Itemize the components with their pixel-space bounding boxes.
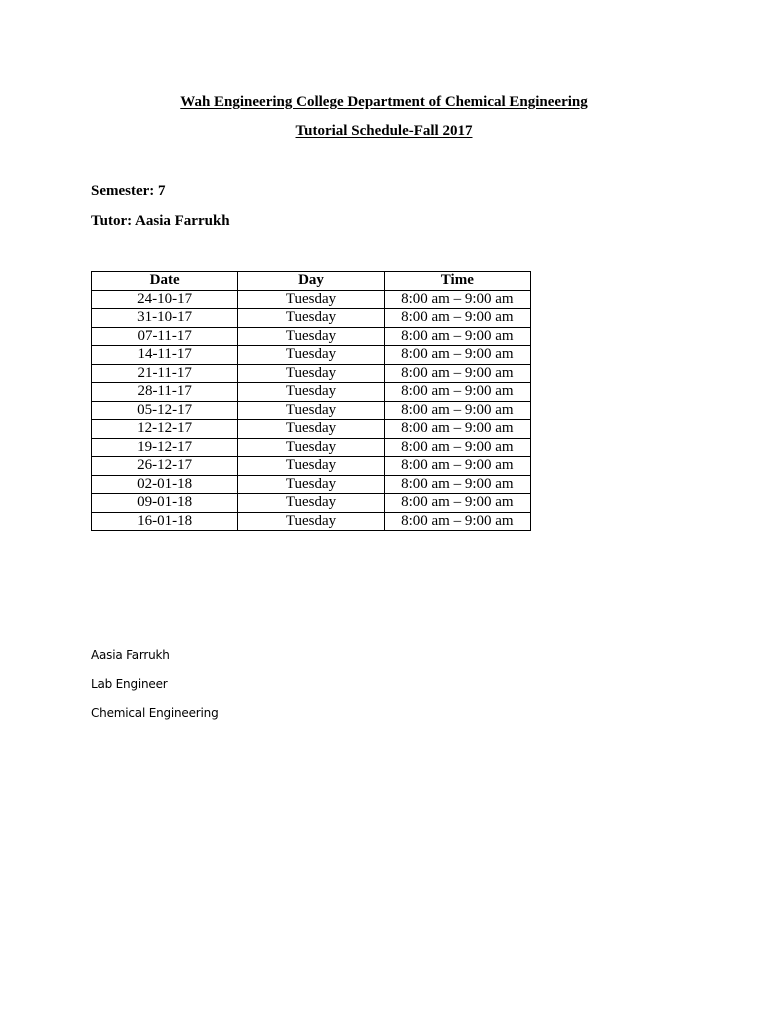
time-cell: 8:00 am – 9:00 am: [384, 420, 530, 439]
table-row: [92, 420, 531, 439]
date-cell: 02-01-18: [92, 475, 238, 494]
table-row: [92, 327, 531, 346]
day-cell: Tuesday: [238, 364, 384, 383]
table-row: [92, 346, 531, 365]
time-cell: 8:00 am – 9:00 am: [384, 512, 530, 531]
tutor-label: Tutor: Aasia Farrukh: [91, 213, 230, 229]
signature-name: Aasia Farrukh: [91, 648, 170, 662]
table-row: [92, 290, 531, 309]
date-cell: 31-10-17: [92, 309, 238, 328]
table-row: [92, 401, 531, 420]
date-cell: 19-12-17: [92, 438, 238, 457]
time-cell: 8:00 am – 9:00 am: [384, 494, 530, 513]
column-header-time: Time: [384, 272, 530, 291]
day-cell: Tuesday: [238, 290, 384, 309]
day-cell: Tuesday: [238, 438, 384, 457]
table-row: [92, 457, 531, 476]
day-cell: Tuesday: [238, 346, 384, 365]
table-row: [92, 475, 531, 494]
date-cell: 26-12-17: [92, 457, 238, 476]
time-cell: 8:00 am – 9:00 am: [384, 290, 530, 309]
date-cell: 07-11-17: [92, 327, 238, 346]
day-cell: Tuesday: [238, 512, 384, 531]
time-cell: 8:00 am – 9:00 am: [384, 475, 530, 494]
date-cell: 16-01-18: [92, 512, 238, 531]
document-title: Wah Engineering College Department of Chemical Engineering: [180, 94, 588, 110]
table-row: [92, 364, 531, 383]
table-row: [92, 494, 531, 513]
date-cell: 09-01-18: [92, 494, 238, 513]
time-cell: 8:00 am – 9:00 am: [384, 438, 530, 457]
signature-department: Chemical Engineering: [91, 706, 219, 720]
time-cell: 8:00 am – 9:00 am: [384, 383, 530, 402]
schedule-table: [91, 271, 531, 531]
day-cell: Tuesday: [238, 457, 384, 476]
day-cell: Tuesday: [238, 420, 384, 439]
column-header-date: Date: [92, 272, 238, 291]
date-cell: 14-11-17: [92, 346, 238, 365]
table-row: [92, 438, 531, 457]
date-cell: 24-10-17: [92, 290, 238, 309]
semester-label: Semester: 7: [91, 183, 166, 199]
time-cell: 8:00 am – 9:00 am: [384, 309, 530, 328]
date-cell: 21-11-17: [92, 364, 238, 383]
time-cell: 8:00 am – 9:00 am: [384, 327, 530, 346]
column-header-day: Day: [238, 272, 384, 291]
date-cell: 12-12-17: [92, 420, 238, 439]
date-cell: 05-12-17: [92, 401, 238, 420]
day-cell: Tuesday: [238, 383, 384, 402]
document-subtitle: Tutorial Schedule-Fall 2017: [295, 123, 473, 139]
date-cell: 28-11-17: [92, 383, 238, 402]
signature-role: Lab Engineer: [91, 677, 168, 691]
table-row: [92, 512, 531, 531]
day-cell: Tuesday: [238, 475, 384, 494]
day-cell: Tuesday: [238, 401, 384, 420]
day-cell: Tuesday: [238, 309, 384, 328]
day-cell: Tuesday: [238, 494, 384, 513]
time-cell: 8:00 am – 9:00 am: [384, 364, 530, 383]
table-header-row: [92, 272, 531, 291]
table-row: [92, 309, 531, 328]
time-cell: 8:00 am – 9:00 am: [384, 401, 530, 420]
table-row: [92, 383, 531, 402]
time-cell: 8:00 am – 9:00 am: [384, 457, 530, 476]
time-cell: 8:00 am – 9:00 am: [384, 346, 530, 365]
day-cell: Tuesday: [238, 327, 384, 346]
